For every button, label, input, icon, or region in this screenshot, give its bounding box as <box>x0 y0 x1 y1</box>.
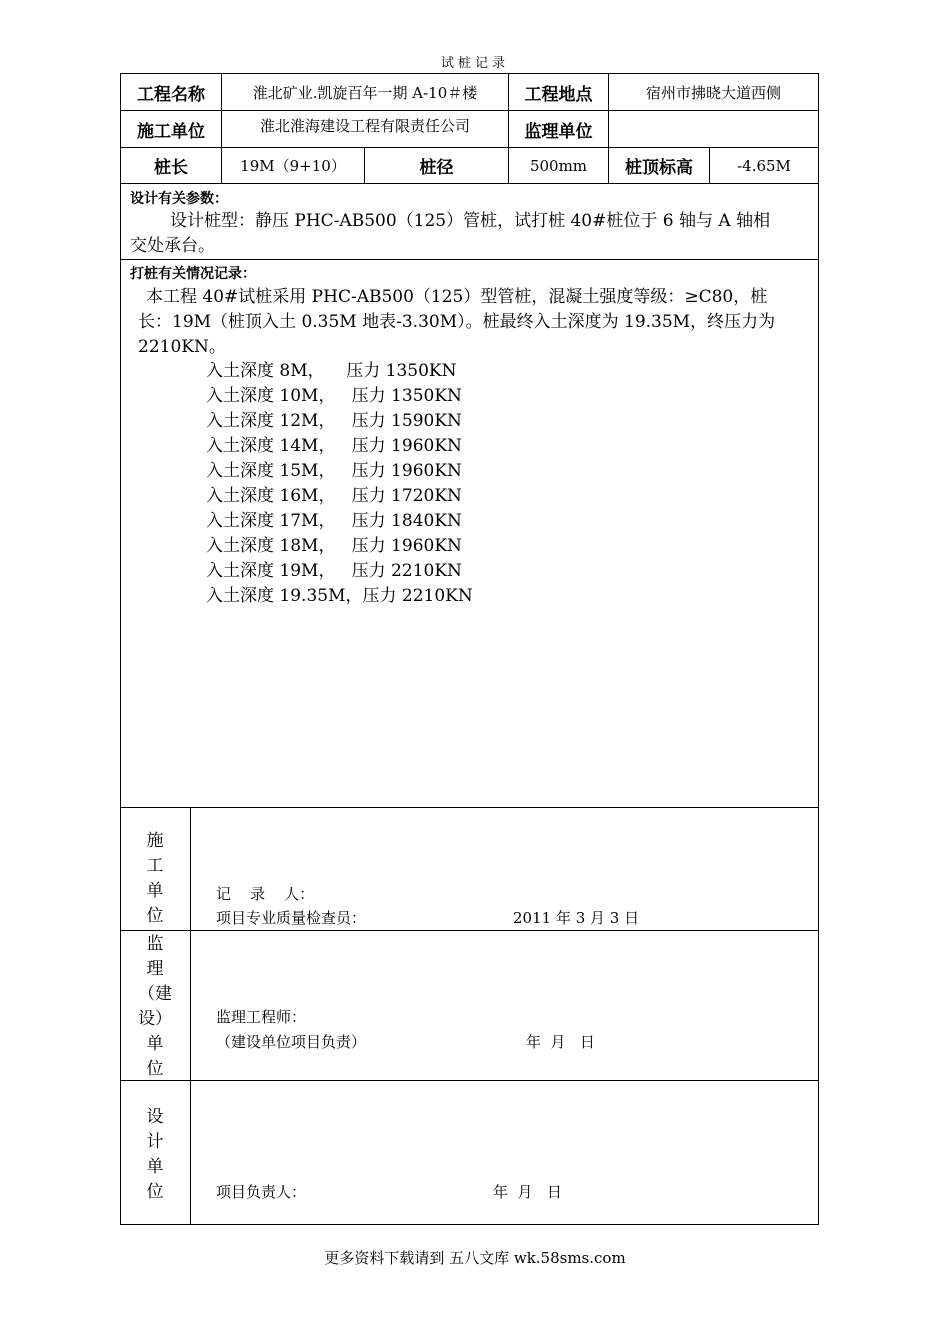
vertical-char: 位 <box>146 1182 164 1202</box>
depth-pressure-record: 入土深度 8M， 压力 1350KN <box>206 361 457 381</box>
pile-top-elevation-label: 桩顶标高 <box>625 158 693 178</box>
supervisor-value <box>609 111 818 147</box>
depth-pressure-record: 入土深度 17M， 压力 1840KN <box>206 511 462 531</box>
design-project-lead-field: 项目负责人： <box>216 1183 307 1201</box>
contractor-unit-vertical-label <box>120 829 190 929</box>
piling-record-line1: 本工程 40#试桩采用 PHC-AB500（125）型管桩，混凝土强度等级：≥C80，桩 <box>146 287 768 307</box>
depth-pressure-record: 入土深度 19.35M，压力 2210KN <box>206 586 473 606</box>
vertical-char: 位 <box>146 906 164 926</box>
design-params-label: 设计有关参数： <box>130 191 228 207</box>
piling-record-line3: 2210KN。 <box>138 337 226 357</box>
depth-pressure-record: 入土深度 19M， 压力 2210KN <box>206 561 462 581</box>
vertical-char: 计 <box>146 1132 164 1152</box>
supervisor-label: 监理单位 <box>524 121 593 142</box>
project-location-label: 工程地点 <box>524 84 593 105</box>
design-params-line2: 交处承台。 <box>130 236 215 256</box>
depth-pressure-record: 入土深度 15M， 压力 1960KN <box>206 461 462 481</box>
project-name-value: 淮北矿业.凯旋百年一期 A-10＃楼 <box>252 83 478 102</box>
supervision-unit-vertical-label <box>120 932 190 1082</box>
vertical-char: 单 <box>146 1157 164 1177</box>
vertical-char: 设） <box>138 1009 172 1029</box>
piling-record-line2: 长：19M（桩顶入土 0.35M 地表-3.30M）。桩最终入土深度为 19.35M，终压力为 <box>138 312 776 332</box>
document-title: 试桩记录 <box>440 56 509 71</box>
vertical-char: （建 <box>138 984 172 1004</box>
vertical-char: 单 <box>146 881 164 901</box>
quality-inspector-field: 项目专业质量检查员： <box>216 909 367 927</box>
contractor-signoff-date: 2011 年 3 月 3 日 <box>513 909 640 927</box>
design-params-line1: 设计桩型：静压 PHC-AB500（125）管桩，试打桩 40#桩位于 6 轴与 A 轴相 <box>170 211 771 231</box>
depth-pressure-record: 入土深度 12M， 压力 1590KN <box>206 411 462 431</box>
vertical-char: 单 <box>146 1034 164 1054</box>
project-location-value: 宿州市拂晓大道西侧 <box>645 83 781 102</box>
pile-length-label: 桩长 <box>154 158 188 178</box>
recorder-field: 记 录 人： <box>216 885 315 903</box>
vertical-char: 施 <box>146 831 164 851</box>
supervision-signoff-date: 年 月 日 <box>526 1033 595 1051</box>
footer-download-note: 更多资料下载请到 五八文库 wk.58sms.com <box>324 1249 626 1267</box>
owner-project-lead-field: （建设单位项目负责） <box>216 1033 367 1051</box>
pile-length-value: 19M（9+10） <box>240 157 346 175</box>
vertical-char: 设 <box>146 1107 164 1127</box>
pile-diameter-value: 500mm <box>529 156 588 175</box>
design-signoff-date: 年 月 日 <box>493 1183 562 1201</box>
pile-diameter-label: 桩径 <box>419 158 454 178</box>
piling-record-label: 打桩有关情况记录： <box>130 266 256 282</box>
vertical-char: 位 <box>146 1059 164 1079</box>
supervising-engineer-field: 监理工程师： <box>216 1008 307 1026</box>
contractor-value: 淮北淮海建设工程有限责任公司 <box>259 116 470 135</box>
depth-pressure-record: 入土深度 18M， 压力 1960KN <box>206 536 462 556</box>
project-name-label: 工程名称 <box>137 84 205 105</box>
depth-pressure-list <box>206 359 473 609</box>
design-unit-vertical-label <box>120 1105 190 1205</box>
depth-pressure-record: 入土深度 16M， 压力 1720KN <box>206 486 462 506</box>
vertical-char: 工 <box>146 856 164 876</box>
pile-top-elevation-value: -4.65M <box>737 156 791 175</box>
vertical-char: 理 <box>146 959 164 979</box>
contractor-label: 施工单位 <box>137 121 205 142</box>
depth-pressure-record: 入土深度 10M， 压力 1350KN <box>206 386 462 406</box>
vertical-char: 监 <box>146 934 164 954</box>
depth-pressure-record: 入土深度 14M， 压力 1960KN <box>206 436 462 456</box>
